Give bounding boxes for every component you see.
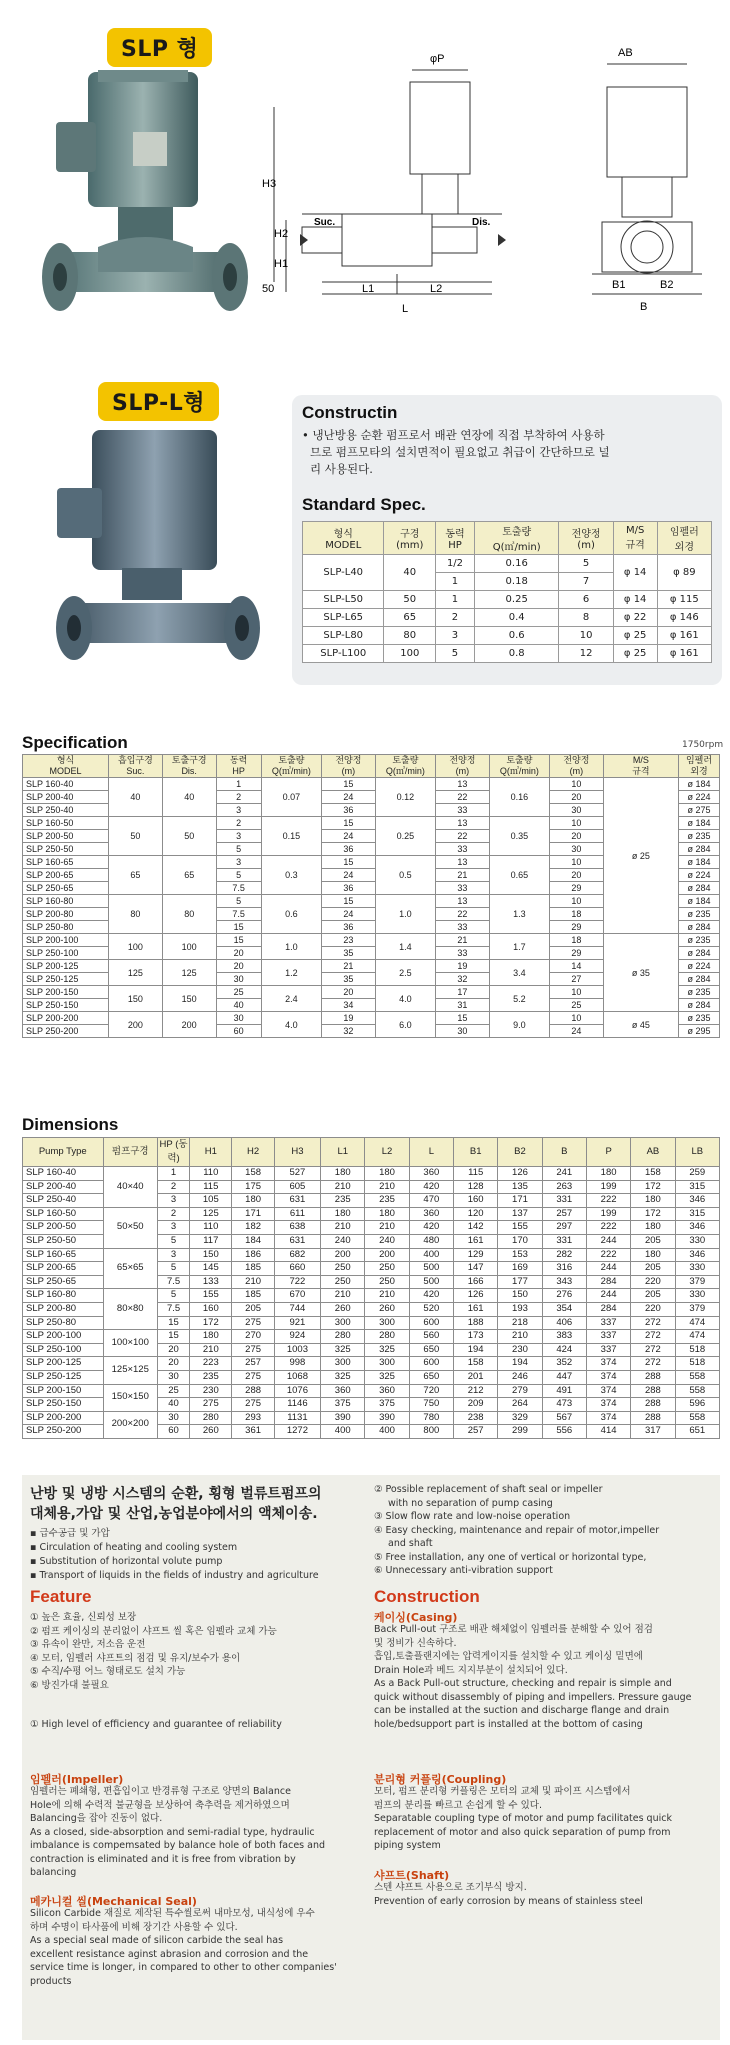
shaft-text: Prevention of early corrosion by means of stainless steel: [374, 1895, 643, 1907]
mech-seal-text: service time is longer, in compared to other to other companies': [30, 1962, 337, 1973]
dimensions-table: [22, 1137, 720, 1439]
spec-row: SLP 250-65 7.5 36 33 29 ø 284: [23, 882, 720, 895]
dim-row: SLP 250-150 40 275 275 1146 375 375 750 209 264 473 374 288 596: [23, 1398, 720, 1412]
spec-row: SLP 250-40 3 36 33 30 ø 275: [23, 804, 720, 817]
feature-item: ④ 모터, 임펠러 샤프트의 점검 및 유지/보수가 용이: [30, 1652, 241, 1664]
coupling-text: Separatable coupling type of motor and pump facilitates quick: [374, 1813, 672, 1824]
dim-col-header: H3: [274, 1138, 320, 1167]
dim-row: SLP 250-65 7.5 133 210 722 250 250 500 166 177 343 284 220 379: [23, 1275, 720, 1289]
spec-row: SLP 200-65 5 24 21 20 ø 224: [23, 869, 720, 882]
dim-row: SLP 200-65 5 145 185 660 250 250 500 147 169 316 244 205 330: [23, 1262, 720, 1276]
dim-col-header: L: [409, 1138, 453, 1167]
feature-en: ⑥ Unnecessary anti-vibration support: [374, 1565, 553, 1576]
label-b1: B1: [612, 279, 626, 291]
usage-item: Transport of liquids in the fields of industry and agriculture: [39, 1570, 319, 1581]
label-suc: Suc.: [314, 217, 336, 228]
spec-row: SLP 200-125 125 125 20 1.2 21 2.5 19 3.4 14 ø 224: [23, 960, 720, 973]
casing-text: 흡입,토출플랜지에는 압력게이지를 설치할 수 있고 케이싱 밑면에: [374, 1651, 643, 1662]
casing-text: can be installed at the suction and discharge flange and drain: [374, 1705, 670, 1716]
spec-row: SLP 250-80 15 36 33 29 ø 284: [23, 921, 720, 934]
dim-col-header: P: [586, 1138, 630, 1167]
shaft-title: 샤프트(Shaft): [374, 1869, 450, 1882]
std-col-model: 형식 MODEL: [303, 522, 384, 555]
impeller-title: 임펠러(Impeller): [30, 1773, 124, 1786]
usage-item: Circulation of heating and cooling system: [39, 1542, 238, 1553]
dim-col-header: 펌프구경: [103, 1138, 157, 1167]
feature-item: ⑥ 방진가대 불필요: [30, 1679, 109, 1691]
std-row: SLP-L50 50 1 0.25 6 φ 14 φ 115: [303, 591, 712, 609]
spec-row: SLP 200-150 150 150 25 2.4 20 4.0 17 5.2 10 ø 235: [23, 986, 720, 999]
label-50: 50: [262, 283, 275, 295]
std-row: SLP-L100 100 5 0.8 12 φ 25 φ 161: [303, 645, 712, 663]
specification-heading: Specification: [22, 733, 128, 752]
dim-col-header: B2: [498, 1138, 542, 1167]
casing-text: Back Pull-out 구조로 배관 해체없이 임펠러를 분해할 수 있어 점검: [374, 1624, 653, 1635]
dim-row: SLP 200-125 125×125 20 223 257 998 300 300 600 158 194 352 374 272 518: [23, 1357, 720, 1371]
dim-col-header: AB: [631, 1138, 675, 1167]
standard-spec-table: [302, 521, 712, 663]
feature-panel: 난방 및 냉방 시스템의 순환, 횡형 벌류트펌프의 대체용,가압 및 산업,농업분야에서의 액체이송. ▪ 급수공급 및 가압 ▪ Circulation of heating and cooling system ▪ Substitution of horizontal volute pump ▪ Transport of liquids in the fields of industry and agriculture Feature ① 높은 효율, 신뢰성 보장 ② 펌프 케이싱의 분리없이 샤프트 씰 혹은 임펠라 교체 가능 ③ 유속이 완만, 저소음 운전 ④ 모터, 임펠러 샤프트의 점검 및 유지/보수가 용이 ⑤ 수직/수평 어느 형태로도 설치 가능 ⑥ 방진가대 불필요 ① High level of efficiency and guarantee of reliability ② Possible replacement of shaft seal or impeller with no separation of pump casing ③ Slow flow rate and low-noise operation ④ Easy checking, maintenance and repair of motor,impeller and shaft ⑤ Free installation, any one of vertical or horizontal type, ⑥ Unnecessary anti-vibration support Construction 케이싱(Casing) Back Pull-out 구조로 배관 해체없이 임펠러를 분해할 수 있어 점검 및 정비가 신속하다. 흡입,토출플랜지에는 압력게이지를 설치할 수 있고 케이싱 밑면에 Drain Hole과 베드 지지부분이 설치되어 있다. As a Back Pull-out structure, checking and repair is simple and quick without disassembly of piping and impellers. Pressure gauge can be installed at the suction and discharge flange and drain hole/bedsupport part is installed at the bottom of casing 임펠러(Impeller) 임펠러는 폐쇄형, 편흡입이고 반경류형 구조로 양면의 Balance Hole에 의해 수력적 불균형을 보상하여 축추력을 제거하였으며 Balancing을 잡아 진동이 없다. As a closed, side-absorption and semi-radial type, hydraulic imbalance is compemsated by balance hole of both faces and contraction is eliminated and it is free from vibration by balancing 메카니컬 씰(Mechanical Seal) Silicon Carbide 재질로 제작된 특수씰로써 내마모성, 내식성에 우수 하며 수명이 타사품에 비해 장기간 사용할 수 있다. As a special seal made of silicon carbide the seal has excellent resistance aginst abrasion and corrosion and the service time is longer, in compared to other to other companies' products 분리형 커플링(Coupling) 모터, 펌프 분리형 커플링은 모터의 교체 및 파이프 시스템에서 펌프의 분리를 빠르고 손쉽게 할 수 있다. Separatable coupling type of motor and pump facilitates quick replacement of motor and also quick separation of pump from piping system 샤프트(Shaft) 스텐 샤프트 사용으로 조기부식 방지. Prevention of early corrosion by means of stainless steel: [22, 1475, 720, 2040]
label-phip: φP: [430, 53, 445, 65]
construction-text-1: • 냉난방용 순환 펌프로서 배관 연장에 직접 부착하여 사용하: [302, 428, 605, 442]
spec-row: SLP 250-125 30 35 32 27 ø 284: [23, 973, 720, 986]
dim-row: SLP 250-200 60 260 361 1272 400 400 800 257 299 556 414 317 651: [23, 1425, 720, 1439]
coupling-title: 분리형 커플링(Coupling): [374, 1773, 507, 1786]
feature-item: ⑤ 수직/수평 어느 형태로도 설치 가능: [30, 1666, 186, 1677]
coupling-text: 모터, 펌프 분리형 커플링은 모터의 교체 및 파이프 시스템에서: [374, 1786, 631, 1797]
std-col-imp: 임펠러 외경: [657, 522, 711, 555]
std-row: SLP-L80 80 3 0.6 10 φ 25 φ 161: [303, 627, 712, 645]
dim-row: SLP 250-100 20 210 275 1003 325 325 650 194 230 424 337 272 518: [23, 1343, 720, 1357]
impeller-text: imbalance is compemsated by balance hole of both faces and: [30, 1840, 326, 1851]
mech-seal-title: 메카니컬 씰(Mechanical Seal): [30, 1895, 197, 1908]
impeller-text: Hole에 의해 수력적 불균형을 보상하여 축추력을 제거하였으며: [30, 1799, 290, 1811]
shaft-text: 스텐 샤프트 사용으로 조기부식 방지.: [374, 1882, 527, 1893]
spec-row: SLP 250-200 60 32 30 24 ø 295: [23, 1025, 720, 1038]
dim-col-header: H1: [190, 1138, 232, 1167]
dim-row: SLP 250-50 5 117 184 631 240 240 480 161 170 331 244 205 330: [23, 1234, 720, 1248]
coupling-text: 펌프의 분리를 빠르고 손쉽게 할 수 있다.: [374, 1799, 542, 1811]
casing-title: 케이싱(Casing): [374, 1611, 458, 1624]
coupling-text: piping system: [374, 1840, 441, 1851]
spec-row: SLP 200-200 200 200 30 4.0 19 6.0 15 9.0 10 ø 45 ø 235: [23, 1012, 720, 1025]
std-col-ms: M/S 규격: [613, 522, 657, 555]
std-col-q: 토출량 Q(㎥/min): [474, 522, 559, 555]
feature-item: ② 펌프 케이싱의 분리없이 샤프트 씰 혹은 임펠라 교체 가능: [30, 1625, 277, 1637]
spec-row: SLP 200-50 3 24 22 20 ø 235: [23, 830, 720, 843]
dim-row: SLP 200-150 150×150 25 230 288 1076 360 360 720 212 279 491 374 288 558: [23, 1384, 720, 1398]
std-col-bore: 구경 (mm): [384, 522, 436, 555]
construction-text-2: 므로 펌프모타의 설치면적이 필요없고 취급이 간단하므로 널: [310, 445, 610, 459]
dim-col-header: L1: [321, 1138, 365, 1167]
casing-text: As a Back Pull-out structure, checking and repair is simple and: [374, 1678, 672, 1689]
casing-text: hole/bedsupport part is installed at the bottom of casing: [374, 1718, 643, 1730]
std-col-hp: 동력 HP: [436, 522, 475, 555]
slpl-title: SLP-L형: [98, 382, 219, 421]
spec-row: SLP 200-40 2 24 22 20 ø 224: [23, 791, 720, 804]
construction-panel: [292, 395, 722, 685]
std-row: SLP-L65 65 2 0.4 8 φ 22 φ 146: [303, 609, 712, 627]
feature-en-1: ① High level of efficiency and guarantee of reliability: [30, 1719, 282, 1730]
label-l1: L1: [362, 283, 375, 295]
dim-col-header: B: [542, 1138, 586, 1167]
feature-en: ② Possible replacement of shaft seal or impeller: [374, 1484, 603, 1495]
spec-row: SLP 160-50 50 50 2 0.15 15 0.25 13 0.35 10 ø 184: [23, 817, 720, 830]
std-row: SLP-L40 40 1/2 0.16 5 φ 14 φ 89: [303, 555, 712, 573]
feature-item: ③ 유속이 완만, 저소음 운전: [30, 1639, 146, 1650]
feature-en: ③ Slow flow rate and low-noise operation: [374, 1511, 571, 1522]
dim-row: SLP 250-80 15 172 275 921 300 300 600 188 218 406 337 272 474: [23, 1316, 720, 1330]
label-dis: Dis.: [472, 217, 491, 228]
mech-seal-text: products: [30, 1975, 72, 1987]
label-b: B: [640, 301, 648, 313]
spec-row: SLP 200-80 7.5 24 22 18 ø 235: [23, 908, 720, 921]
feature-en: ④ Easy checking, maintenance and repair of motor,impeller: [374, 1524, 660, 1536]
slp-title: SLP 형: [107, 28, 212, 67]
coupling-text: replacement of motor and also quick separation of pump from: [374, 1826, 671, 1838]
feature-en: with no separation of pump casing: [388, 1497, 553, 1509]
casing-text: Drain Hole과 베드 지지부분이 설치되어 있다.: [374, 1664, 568, 1676]
impeller-text: 임펠러는 폐쇄형, 편흡입이고 반경류형 구조로 양면의 Balance: [30, 1786, 291, 1797]
impeller-text: As a closed, side-absorption and semi-radial type, hydraulic: [30, 1826, 315, 1838]
dim-row: SLP 160-65 65×65 3 150 186 682 200 200 400 129 153 282 222 180 346: [23, 1248, 720, 1262]
mech-seal-text: As a special seal made of silicon carbide the seal has: [30, 1935, 284, 1946]
dim-row: SLP 250-40 3 105 180 631 235 235 470 160 171 331 222 180 346: [23, 1194, 720, 1208]
impeller-text: contraction is eliminated and it is free from vibration by: [30, 1853, 296, 1865]
feature-en: and shaft: [388, 1538, 433, 1549]
spec-row: SLP 250-150 40 34 31 25 ø 284: [23, 999, 720, 1012]
label-l: L: [402, 303, 409, 315]
label-l2: L2: [430, 283, 443, 295]
casing-text: 및 정비가 신속하다.: [374, 1637, 457, 1649]
construction-heading: Constructin: [302, 403, 398, 422]
dim-col-header: Pump Type: [23, 1138, 104, 1167]
dim-row: SLP 160-50 50×50 2 125 171 611 180 180 360 120 137 257 199 172 315: [23, 1207, 720, 1221]
dim-col-header: L2: [365, 1138, 409, 1167]
dim-col-header: HP (동력): [157, 1138, 189, 1167]
usage-intro-1: 난방 및 냉방 시스템의 순환, 횡형 벌류트펌프의: [30, 1486, 322, 1502]
feature-item: ① 높은 효율, 신뢰성 보장: [30, 1612, 137, 1623]
feature-en: ⑤ Free installation, any one of vertical or horizontal type,: [374, 1551, 647, 1563]
dim-row: SLP 250-125 30 235 275 1068 325 325 650 201 246 447 374 288 558: [23, 1370, 720, 1384]
dim-col-header: H2: [232, 1138, 274, 1167]
standard-spec-heading: Standard Spec.: [302, 495, 426, 514]
dimension-drawing: [262, 42, 722, 322]
slpl-pump-photo: [52, 418, 262, 688]
std-row: 1 0.18 7: [303, 573, 712, 591]
std-col-head: 전양정 (m): [559, 522, 613, 555]
specification-table: 형식 MODEL 흡입구경 Suc. 토출구경 Dis. 동력 HP 토출량 Q(㎥/min) 전양정 (m) 토출량 Q(㎥/min) 전양정 (m) 토출량 Q(㎥/min) 전양정 (m) M/S 규격 임펠러 외경 SLP 160-40 40 40 1 0.07 15 0.12 13 0.16 10 ø 25 ø 184 SLP 200-40 2 24 22 20 ø 224 SLP 250-40 3 36 33 30 ø 275 SLP 160-50 50 50 2 0.15 15 0.25 13 0.35 10 ø 184 SLP 200-50 3 24 22 20 ø 235 SLP 250-50 5 36 33 30 ø 284 SLP 160-65 65 65 3 0.3 15 0.5 13 0.65 10 ø 184 SLP 200-65 5 24 21 20 ø 224 SLP 250-65 7.5 36 33 29 ø 284 SLP 160-80 80 80 5 0.6 15 1.0 13 1.3 10 ø 184 SLP 200-80 7.5 24 22 18 ø 235 SLP 250-80 15 36 33 29 ø 284 SLP 200-100 100 100 15 1.0 23 1.4 21 1.7 18 ø 35 ø 235 SLP 250-100 20 35 33 29 ø 284 SLP 200-125 125 125 20 1.2 21 2.5 19 3.4 14 ø 224 SLP 250-125 30 35 32 27 ø 284 SLP 200-150 150 150 25 2.4 20 4.0 17 5.2 10 ø 235 SLP 250-150 40 34 31 25 ø 284 SLP 200-200 200 200 30 4.0 19 6.0 15 9.0 10 ø 45 ø 235 SLP 250-200 60 32 30 24 ø 295: [22, 754, 720, 1038]
label-h1: H1: [274, 258, 289, 270]
impeller-text: Balancing을 잡아 진동이 없다.: [30, 1813, 163, 1824]
label-ab: AB: [618, 47, 633, 59]
label-h3: H3: [262, 178, 277, 190]
construction2-heading: Construction: [374, 1587, 480, 1606]
spec-row: SLP 200-100 100 100 15 1.0 23 1.4 21 1.7 18 ø 35 ø 235: [23, 934, 720, 947]
usage-item: 급수공급 및 가압: [39, 1528, 110, 1539]
mech-seal-text: excellent resistance aginst abrasion and corrosion and the: [30, 1948, 309, 1960]
spec-row: SLP 250-100 20 35 33 29 ø 284: [23, 947, 720, 960]
construction-text-3: 리 사용된다.: [310, 462, 373, 476]
impeller-text: balancing: [30, 1867, 77, 1878]
dim-row: SLP 200-50 3 110 182 638 210 210 420 142 155 297 222 180 346: [23, 1221, 720, 1235]
label-b2: B2: [660, 279, 674, 291]
dim-col-header: LB: [675, 1138, 719, 1167]
dim-row: SLP 200-100 100×100 15 180 270 924 280 280 560 173 210 383 337 272 474: [23, 1330, 720, 1344]
dim-row: SLP 200-200 200×200 30 280 293 1131 390 390 780 238 329 567 374 288 558: [23, 1411, 720, 1425]
spec-row: SLP 160-40 40 40 1 0.07 15 0.12 13 0.16 10 ø 25 ø 184: [23, 778, 720, 791]
spec-row: SLP 160-65 65 65 3 0.3 15 0.5 13 0.65 10 ø 184: [23, 856, 720, 869]
dim-row: SLP 160-40 40×40 1 110 158 527 180 180 360 115 126 241 180 158 259: [23, 1167, 720, 1181]
mech-seal-text: 하며 수명이 타사품에 비해 장기간 사용할 수 있다.: [30, 1921, 238, 1933]
feature-heading: Feature: [30, 1587, 92, 1606]
usage-item: Substitution of horizontal volute pump: [39, 1556, 223, 1567]
spec-row: SLP 250-50 5 36 33 30 ø 284: [23, 843, 720, 856]
usage-intro-2: 대체용,가압 및 산업,농업분야에서의 액체이송.: [30, 1506, 318, 1522]
rpm-label: 1750rpm: [682, 740, 724, 750]
label-h2: H2: [274, 228, 289, 240]
mech-seal-text: Silicon Carbide 재질로 제작된 특수씰로써 내마모성, 내식성에 우수: [30, 1908, 315, 1919]
casing-text: quick without disassembly of piping and impellers. Pressure gauge: [374, 1691, 692, 1703]
dim-row: SLP 200-40 2 115 175 605 210 210 420 128 135 263 199 172 315: [23, 1180, 720, 1194]
dim-row: SLP 200-80 7.5 160 205 744 260 260 520 161 193 354 284 220 379: [23, 1302, 720, 1316]
slp-pump-photo: [38, 62, 253, 337]
dimensions-heading: Dimensions: [22, 1115, 119, 1134]
dim-row: SLP 160-80 80×80 5 155 185 670 210 210 420 126 150 276 244 205 330: [23, 1289, 720, 1303]
spec-row: SLP 160-80 80 80 5 0.6 15 1.0 13 1.3 10 ø 184: [23, 895, 720, 908]
dim-col-header: B1: [454, 1138, 498, 1167]
